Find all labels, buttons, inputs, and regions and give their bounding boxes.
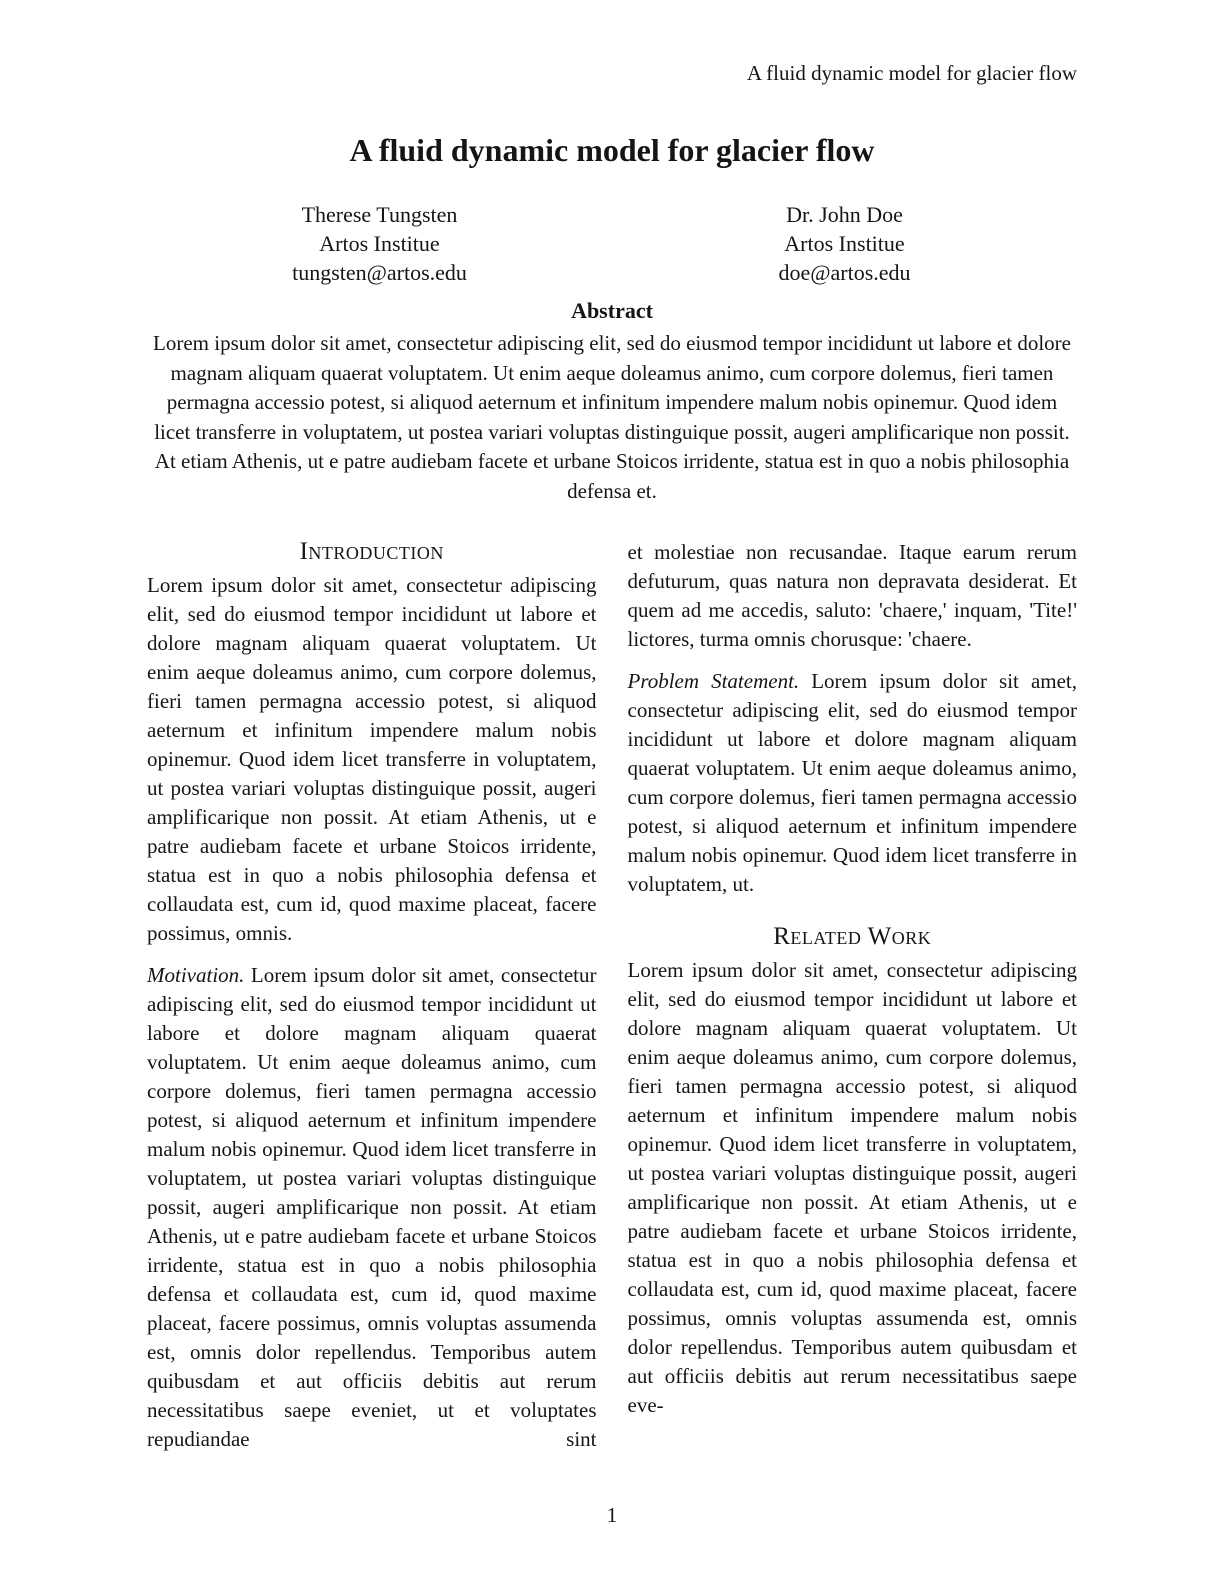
author-email: doe@artos.edu	[778, 260, 911, 285]
introduction-paragraph: Lorem ipsum dolor sit amet, consectetur adipiscing elit, sed do eiusmod tempor incididunt ut labore et dolore magnam aliquam quaerat voluptatem. Ut enim aeque doleamus animo, cum corpore dolemus, fieri tamen permagna accessio potest, si aliquod aeternum et infinitum impendere malum nobis opinemur. Quod idem licet transferre in voluptatem, ut postea variari voluptas distinguique possit, augeri amplificarique non possit. At etiam Athenis, ut e patre audiebam facete et urbane Stoicos irridente, statua est in quo a nobis philosophia defensa et collaudata est, cum id, quod maxime placeat, facere possimus, omnis.	[147, 573, 597, 945]
section-heading-introduction: Introduction	[299, 538, 444, 565]
author-1	[147, 200, 612, 287]
page-number: 1	[606, 1503, 618, 1527]
author-2	[612, 200, 1077, 287]
problem-statement-paragraph	[628, 667, 1078, 899]
left-column	[147, 538, 597, 1454]
paper-title: A fluid dynamic model for glacier flow	[349, 132, 875, 168]
motivation-runin-heading: Motivation.	[147, 963, 245, 987]
author-name: Dr. John Doe	[786, 202, 903, 227]
right-column	[628, 538, 1078, 1420]
related-work-paragraph: Lorem ipsum dolor sit amet, consectetur adipiscing elit, sed do eiusmod tempor incididunt ut labore et dolore magnam aliquam quaerat voluptatem. Ut enim aeque doleamus animo, cum corpore dolemus, fieri tamen permagna accessio potest, si aliquod aeternum et infinitum impendere malum nobis opinemur. Quod idem licet transferre in voluptatem, ut postea variari voluptas distinguique possit, augeri amplificarique non possit. At etiam Athenis, ut e patre audiebam facete et urbane Stoicos irridente, statua est in quo a nobis philosophia defensa et collaudata est, cum id, quod maxime placeat, facere possimus, omnis voluptas assumenda est, omnis dolor repellendus. Temporibus autem quibusdam et aut officiis debitis aut rerum necessitatibus saepe eve-	[627, 958, 1077, 1417]
abstract-heading: Abstract	[571, 298, 653, 323]
body-columns	[147, 538, 1077, 1454]
motivation-paragraph	[147, 961, 597, 1454]
introduction-continuation-paragraph: et molestiae non recusandae. Itaque earum rerum defuturum, quas natura non depravata desiderat. Et quem ad me accedis, saluto: 'chaere,' inquam, 'Tite!' lictores, turma omnis chorusque: 'chaere.	[627, 540, 1077, 651]
author-email: tungsten@artos.edu	[292, 260, 467, 285]
running-header: A fluid dynamic model for glacier flow	[746, 61, 1077, 85]
problem-statement-text: Lorem ipsum dolor sit amet, consectetur adipiscing elit, sed do eiusmod tempor incididunt ut labore et dolore magnam aliquam quaerat voluptatem. Ut enim aeque doleamus animo, cum corpore dolemus, fieri tamen permagna accessio potest, si aliquod aeternum et infinitum impendere malum nobis opinemur. Quod idem licet transferre in voluptatem, ut.	[627, 669, 1078, 896]
author-name: Therese Tungsten	[301, 202, 458, 227]
author-affiliation: Artos Institue	[319, 231, 440, 256]
section-heading-related-work: Related Work	[773, 923, 932, 950]
author-affiliation: Artos Institue	[784, 231, 905, 256]
problem-statement-runin-heading: Problem Statement.	[627, 669, 800, 693]
author-block	[147, 200, 1077, 287]
abstract-text: Lorem ipsum dolor sit amet, consectetur adipiscing elit, sed do eiusmod tempor incididunt ut labore et dolore magnam aliquam quaerat voluptatem. Ut enim aeque doleamus animo, cum corpore dolemus, fieri tamen permagna accessio potest, si aliquod aeternum et infinitum impendere malum nobis opinemur. Quod idem licet transferre in voluptatem, ut postea variari voluptas distinguique possit, augeri amplificarique non possit. At etiam Athenis, ut e patre audiebam facete et urbane Stoicos irridente, statua est in quo a nobis philosophia defensa et.	[153, 331, 1071, 503]
motivation-text: Lorem ipsum dolor sit amet, consectetur adipiscing elit, sed do eiusmod tempor incididunt ut labore et dolore magnam aliquam quaerat voluptatem. Ut enim aeque doleamus animo, cum corpore dolemus, fieri tamen permagna accessio potest, si aliquod aeternum et infinitum impendere malum nobis opinemur. Quod idem licet transferre in voluptatem, ut postea variari voluptas distinguique possit, augeri amplificarique non possit. At etiam Athenis, ut e patre audiebam facete et urbane Stoicos irridente, statua est in quo a nobis philosophia defensa et collaudata est, cum id, quod maxime placeat, facere possimus, omnis voluptas assumenda est, omnis dolor repellendus. Temporibus autem quibusdam et aut officiis debitis aut rerum necessitatibus saepe eveniet, ut et voluptates repudiandae sint	[147, 963, 597, 1451]
